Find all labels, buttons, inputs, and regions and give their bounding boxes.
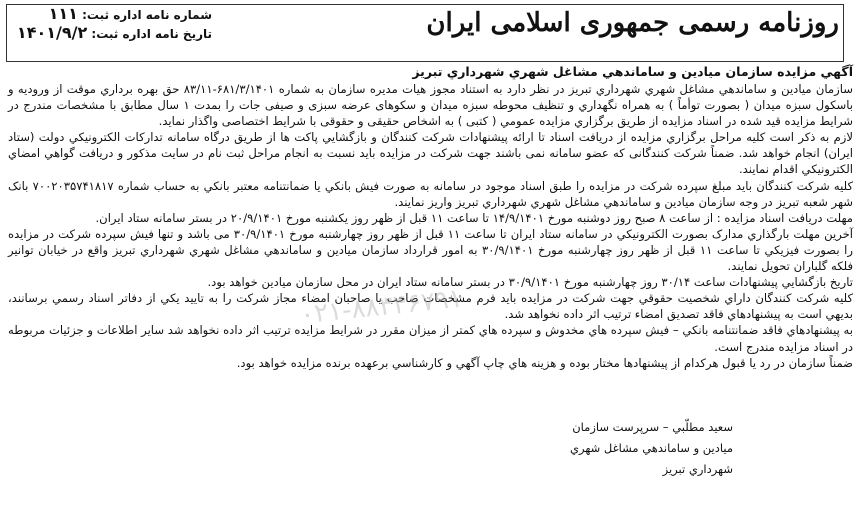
paragraph: ضمناً سازمان در رد يا قبول هرکدام از پيشنهادها مختار بوده و هزينه هاي چاپ آگهي و کارشناسي برعهده برنده مزايده خواهد بود. [236, 355, 853, 370]
signature-org: ميادين و ساماندهي مشاغل شهري [569, 441, 733, 455]
registration-info [12, 5, 212, 43]
signature-name: سعيد مطلّبي – سرپرست سازمان [572, 420, 733, 434]
paragraph: به پيشنهادهاي فاقد ضمانتنامه بانکي – فيش سپرده هاي مخدوش و سپرده هاي کمتر از ميزان مقرر در شرايط مزايده ترتيب اثر داده نخواهد شد ساير اطلاعات و جزئيات مربوطه در اسناد مزايده مندرج است. [8, 323, 853, 354]
reg-number-line [12, 5, 212, 24]
signature-municipality: شهرداري تبريز [662, 462, 733, 476]
signature-block [0, 417, 861, 480]
reg-date-value: ۱۴۰۱/۹/۲ [16, 23, 88, 42]
notice-body [8, 81, 853, 371]
paragraph: سازمان ميادين و ساماندهي مشاغل شهري شهرداري تبريز در نظر دارد به استناد مجوز هيات مديره سازمان به شماره ۶۸۱/۳/۱۴۰۱-۸۳/۱۱ حق بهره برداري موقت از ورودیه و باسکول سبزه میدان ( بصورت توأماً ) به همراه نگهداري و تنظیف محوطه سبزه میدان و سکوهای عرضه سبزی و صیفی جات را بمدت ۱ سال مطابق با مشخصات مندرج در شرایط مزایده قید شده در اسناد مزایده از طريق برگزاري مزايده عمومي ( کتبی ) به اشخاص حقیقی و حقوقی با شرایط اختصاصی واگذار نماید. [8, 82, 854, 129]
paragraph: کلیه شرکت کنندگان داراي شخصيت حقوقي جهت شرکت در مزايده بايد فرم مشخصات صاحب يا صاحبان امضاء مجاز شرکت را به تاييد يکي از دفاتر اسناد رسمي برسانند، بديهي است به پيشنهادهاي فاقد تصديق امضاء ترتيب اثر داده نخواهد شد. [8, 291, 853, 322]
paragraph: تاريخ بازگشايي پيشنهادات ساعت ۳۰/۱۴ روز چهارشنبه مورخ ۳۰/۹/۱۴۰۱ در بستر سامانه ستاد ايران در محل سازمان ميادين خواهد بود. [207, 275, 853, 290]
newspaper-title: روزنامه رسمی جمهوری اسلامی ایران [426, 8, 839, 38]
paragraph: مهلت دريافت اسناد مزايده : از ساعت ۸ صبح روز دوشنبه مورخ ۱۴/۹/۱۴۰۱ تا ساعت ۱۱ قبل از ظهر روز یکشنبه مورخ ۲۰/۹/۱۴۰۱ در بستر سامانه ستاد ايران. [95, 210, 853, 225]
paragraph: لازم به ذکر است کليه مراحل برگزاري مزايده از دريافت اسناد تا ارائه پيشنهادات شرکت کنندگان و بازگشايي پاکت ها از طريق درگاه سامانه تدارکات الکترونيکي دولت (ستاد ايران) انجام خواهد شد. ضمناً شرکت کنندگانی که عضو سامانه نمی باشند جهت شرکت در مزایده باید نسبت به انجام مراحل ثبت نام در سایت مذکور و دريافت گواهي امضاي الکترونيکي اقدام نمايند. [8, 130, 853, 177]
paragraph: کليه شرکت کنندگان بايد مبلغ سپرده شرکت در مزايده را طبق اسناد موجود در سامانه به صورت فيش بانکي يا ضمانتنامه معتبر بانکي به حساب شماره ۷۰۰۲۰۳۵۷۴۱۸۱۷ بانک شهر شعبه تبريز در وجه سازمان ميادين و ساماندهي مشاغل شهري شهرداري تبريز واريز نمايند. [8, 178, 853, 209]
paragraph: آخرين مهلت بارگذاري مدارک بصورت الکترونيکي در سامانه ستاد ايران تا ساعت ۱۱ قبل از ظهر روز چهارشنبه مورخ ۳۰/۹/۱۴۰۱ می باشد و تنها فیش سپرده شرکت در مزايده را بصورت فيزيکي تا ساعت ۱۱ قبل از ظهر روز چهارشنبه مورخ ۳۰/۹/۱۴۰۱ به امور قرارداد سازمان ميادين و ساماندهي مشاغل شهري شهرداري تبريز واقع در خيابان توانير فلکه گلباران تحويل نمايند. [8, 226, 854, 274]
reg-number-label: شماره نامه اداره ثبت: [82, 8, 212, 22]
reg-date-label: تاریخ نامه اداره ثبت: [91, 27, 212, 41]
reg-number-value: ۱۱۱ [48, 4, 78, 23]
watermark: ۰۲۱-۸۸۳۴۶۷۹۱ [298, 283, 465, 331]
reg-date-line [12, 24, 212, 43]
notice-title: آگهي مزايده سازمان ميادين و ساماندهي مشاغل شهري شهرداري تبريز [412, 64, 853, 79]
